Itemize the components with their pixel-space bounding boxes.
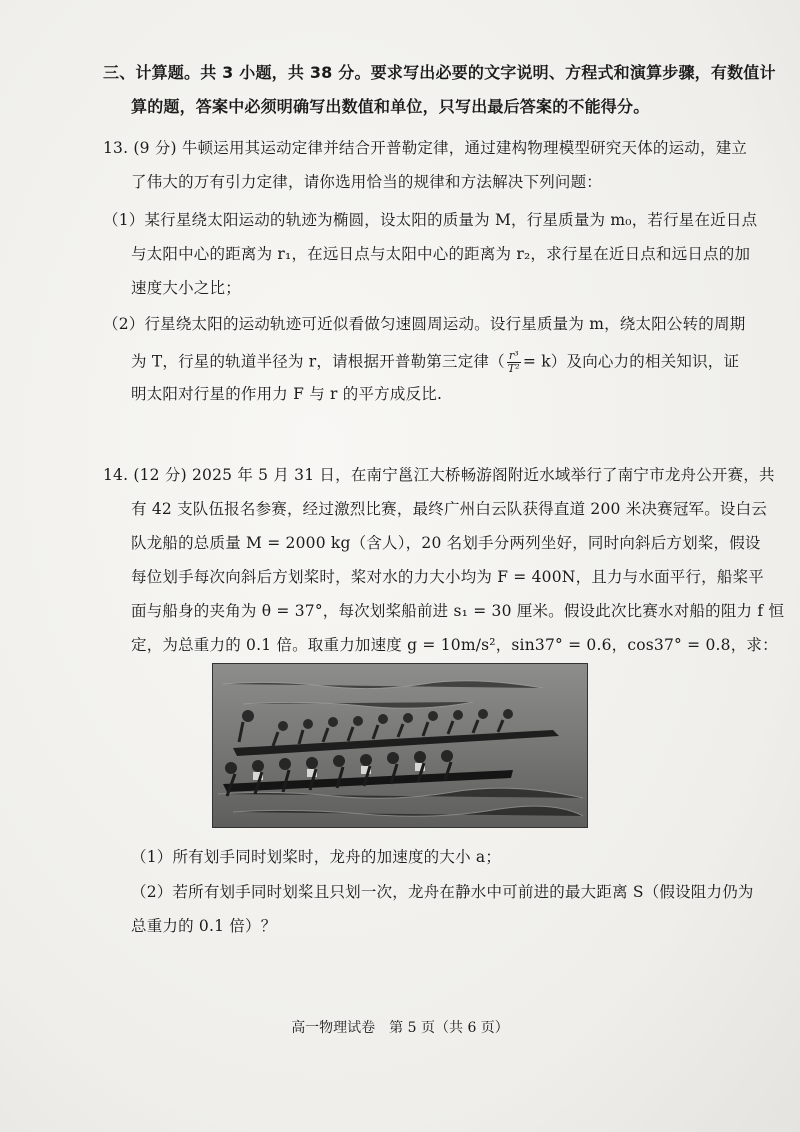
q14-part2-line-1: （2）若所有划手同时划桨且只划一次，龙舟在静水中可前进的最大距离 S（假设阻力仍为	[131, 883, 754, 901]
q14-stem-line-5: 面与船身的夹角为 θ = 37°，每次划桨船前进 s₁ = 30 厘米。假设此次比赛水对船的阻力 f 恒	[131, 602, 785, 620]
kepler-fraction	[507, 350, 521, 375]
q13-part2-text-a: 为 T，行星的轨道半径为 r，请根据开普勒第三定律（	[131, 352, 505, 371]
q14-stem-line-6: 定，为总重力的 0.1 倍。取重力加速度 g = 10m/s²，sin37° = 0.6，cos37° = 0.8，求：	[131, 636, 778, 654]
section-heading-line-2: 算的题，答案中必须明确写出数值和单位，只写出最后答案的不能得分。	[131, 97, 650, 116]
q13-part1-line-1: （1）某行星绕太阳运动的轨迹为椭圆，设太阳的质量为 M，行星质量为 m₀，若行星在近日点	[103, 211, 758, 229]
q14-part1: （1）所有划手同时划桨时，龙舟的加速度的大小 a；	[131, 848, 502, 866]
page-footer: 高一物理试卷 第 5 页（共 6 页）	[291, 1020, 509, 1036]
q13-part2-line-3: 明太阳对行星的作用力 F 与 r 的平方成反比.	[131, 385, 443, 403]
q14-stem-line-3: 队龙船的总质量 M = 2000 kg（含人），20 名划手分两列坐好，同时向斜后方划桨，假设	[131, 534, 761, 552]
dragon-boat-photo	[212, 663, 588, 828]
q13-part1-line-2: 与太阳中心的距离为 r₁，在远日点与太阳中心的距离为 r₂，求行星在近日点和远日点的加	[131, 245, 751, 263]
q13-part2-line-2	[131, 350, 739, 375]
q13-stem-line-2: 了伟大的万有引力定律，请你选用恰当的规律和方法解决下列问题：	[131, 173, 603, 191]
fraction-numerator: r³	[508, 349, 519, 362]
q13-part2-text-b: = k）及向心力的相关知识，证	[522, 352, 740, 371]
fraction-denominator: T²	[507, 362, 520, 375]
q13-part1-line-3: 速度大小之比；	[131, 279, 241, 297]
q14-part2-line-2: 总重力的 0.1 倍）？	[131, 917, 277, 935]
q13-part2-line-1: （2）行星绕太阳的运动轨迹可近似看做匀速圆周运动。设行星质量为 m，绕太阳公转的周期	[103, 315, 746, 333]
q13-stem-line-1: 13. (9 分) 牛顿运用其运动定律并结合开普勒定律，通过建构物理模型研究天体的运动，建立	[103, 139, 748, 157]
q14-stem-line-4: 每位划手每次向斜后方划桨时，桨对水的力大小均为 F = 400N，且力与水面平行，船桨平	[131, 568, 764, 586]
section-heading-line-1: 三、计算题。共 3 小题，共 38 分。要求写出必要的文字说明、方程式和演算步骤，有数值计	[103, 63, 776, 82]
q14-stem-line-1: 14. (12 分) 2025 年 5 月 31 日，在南宁邕江大桥畅游阁附近水域举行了南宁市龙舟公开赛，共	[103, 466, 775, 484]
q14-stem-line-2: 有 42 支队伍报名参赛，经过激烈比赛，最终广州白云队获得直道 200 米决赛冠军。设白云	[131, 500, 768, 518]
